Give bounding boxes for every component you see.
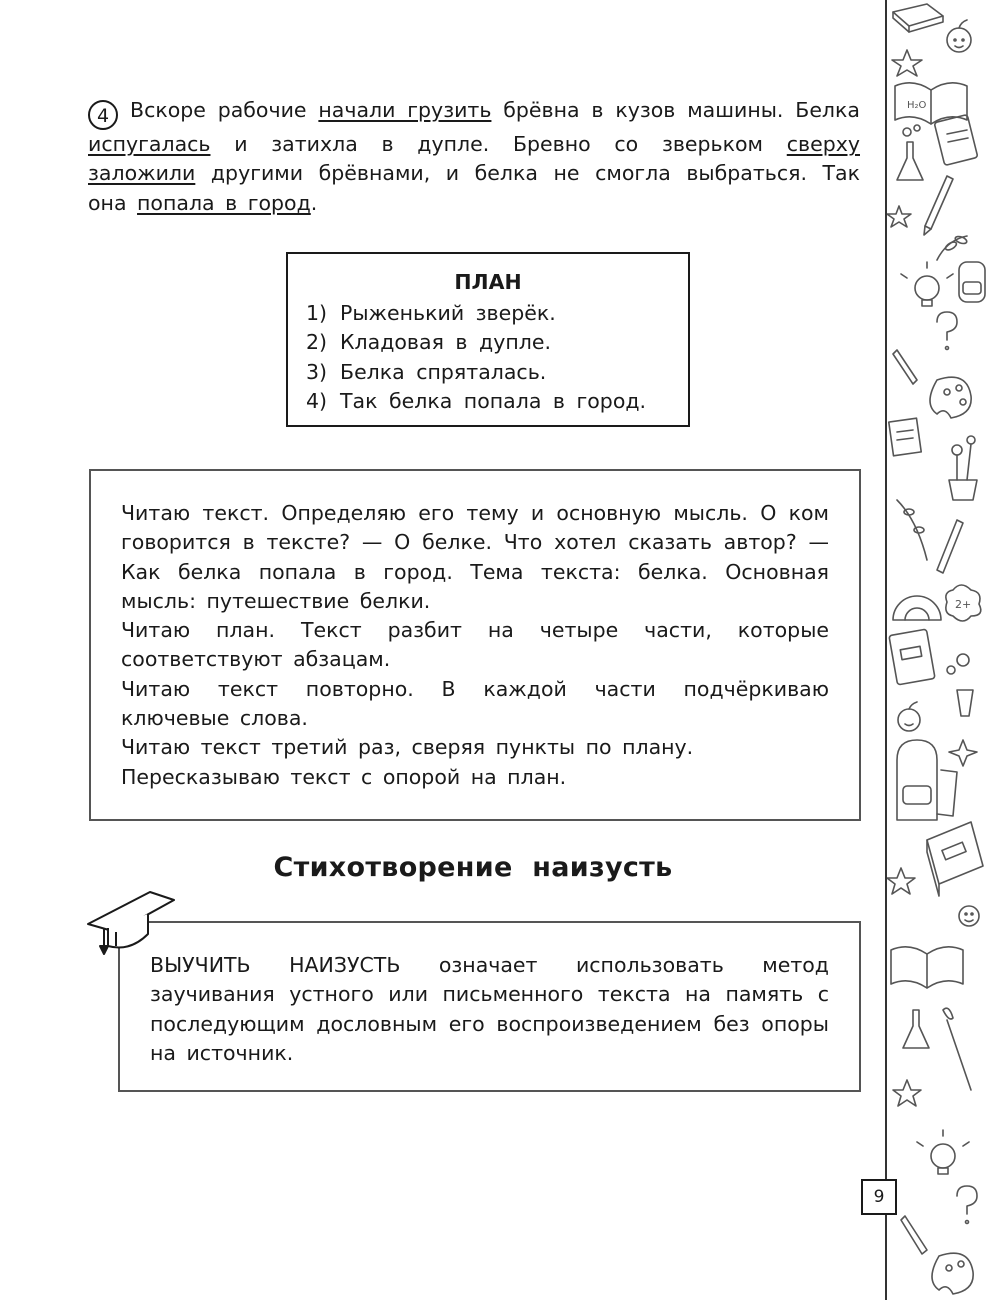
flask-icon [897,125,923,180]
page-number: 9 [861,1179,897,1215]
paragraph-text: . [310,190,318,215]
flask-icon [903,1010,929,1048]
sprig-icon [897,500,927,560]
method-step: Читаю текст повторно. В каждой части подчёркиваю ключевые слова. [121,676,829,731]
underlined-phrase: попала в город [137,190,311,215]
question-mark-icon [957,1186,977,1224]
plan-item-number: 3) [306,359,328,384]
section-heading: Стихотворение наизусть [273,852,673,883]
question-mark-icon [937,312,957,350]
lightbulb-icon [917,1130,969,1174]
backpack-icon [959,262,985,302]
paragraph-number-badge: 4 [88,100,118,130]
notebook-icon [934,115,978,166]
plan-item-text: Белка спряталась. [340,359,547,384]
plan-item [306,387,646,416]
reading-method-box [89,469,861,821]
plant-icon [937,235,968,260]
sparkle-icon [949,740,977,766]
plan-item-text: Кладовая в дупле. [340,330,551,355]
method-step: Читаю текст. Определяю его тему и основную мысль. О ком говорится в тексте? — О белке. Что хотел сказать автор? — Как белка попала в город. Тема текста: белка. Основная мысль: путешествие белки. [121,501,829,613]
apple-icon [947,20,971,52]
method-step: Пересказываю текст с опорой на план. [121,764,567,789]
smiley-icon [959,906,979,926]
plan-box [286,252,690,427]
plan-list [306,299,646,416]
star-icon [892,50,922,76]
paragraph-text: Вскоре рабочие [130,98,319,122]
svg-text:2+: 2+ [955,598,972,611]
star-icon [893,1080,921,1106]
protractor-icon [893,596,941,620]
school-doodles-pattern [887,0,987,1300]
plan-item [306,328,646,357]
palette-icon [930,377,971,418]
reading-method-text [121,499,829,792]
paragraph-text: другими брёвнами, и белка не смогла выбраться. Так она [88,161,860,215]
flowers-icon [949,436,977,500]
plan-item-number: 4) [306,388,328,413]
plan-item-number: 1) [306,301,328,325]
plan-item [306,358,646,387]
method-step: Читаю текст третий раз, сверяя пункты по плану. [121,735,694,760]
underlined-phrase: испугалась [88,132,211,156]
star-icon [887,868,915,894]
decorative-doodle-strip [885,0,987,1300]
graduation-cap-icon [86,888,176,956]
definition-text [150,951,829,1068]
paragraph-4 [88,96,860,218]
paintbrush-icon [943,1008,971,1090]
paragraph-text: и затихла в дупле. Бревно со зверьком [210,132,787,156]
plan-item-number: 2) [306,330,328,355]
plan-item [306,299,646,328]
pencil-icon [893,350,917,384]
palette-icon [932,1253,973,1294]
apple-icon [898,702,920,731]
note-icon [889,418,921,456]
notebook-icon [889,629,935,685]
flower-vase-icon [947,654,973,716]
method-step: Читаю план. Текст разбит на четыре части, которые соответствуют абзацам. [121,618,829,672]
definition-term: ВЫУЧИТЬ НАИЗУСТЬ [150,953,401,977]
paragraph-text: брёвна в кузов машины. Белка [491,98,860,122]
book-icon [893,4,943,32]
underlined-phrase: начали грузить [318,98,492,122]
pencil-icon [924,176,953,235]
formula-icon [946,585,981,621]
plan-item-text: Рыженький зверёк. [340,301,556,325]
backpack-icon [897,740,957,820]
book-icon [927,822,983,896]
open-book-icon [891,947,963,988]
plan-item-text: Так белка попала в город. [340,388,647,413]
pencil-icon [937,520,963,573]
plan-title: ПЛАН [454,270,522,294]
lightbulb-icon [901,262,953,306]
star-icon [887,206,911,227]
pencil-icon [901,1216,927,1254]
definition-body: означает использовать метод заучивания устного или письменного текста на память с последующим дословным его воспроизведением без опоры на источник. [150,953,829,1065]
definition-box [118,921,861,1092]
underlined-phrase: сверху заложили [88,132,860,186]
svg-text:H₂O: H₂O [907,100,927,111]
